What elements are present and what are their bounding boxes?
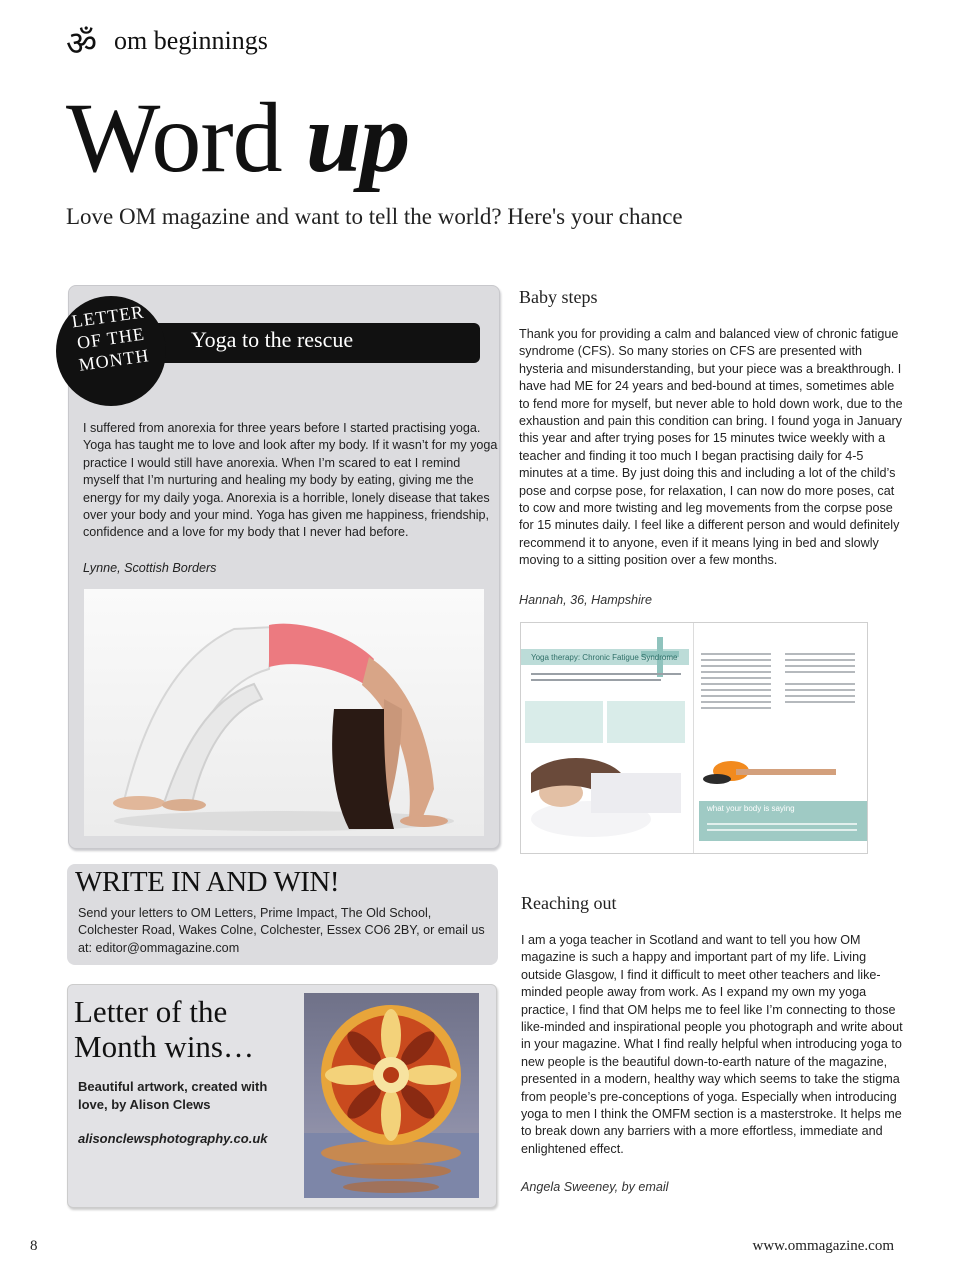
baby-steps-body: Thank you for providing a calm and balanced view of chronic fatigue syndrome (CFS). So many stories on CFS are presented with hysteria and misunderstanding, but your piece was a breakthrough. I have had ME for 24 years and bed-bound at times, sometimes able to fend more for myself, but never able to hold down work, due to the exhaustion and pain this condition can bring. I found yoga in January this year and after trying poses for 15 minutes twice weekly with a teacher and finding it too much I began practising daily for 4-5 minutes at a time. By just doing this and including a lot of the child’s pose and corpse pose, for relaxation, I can now do more poses, cat to cow and more twisting and leg movements from the corpse pose for 15 minutes daily. I feel like a different person and would definitely recommend it to anyone, even if it means lying in bed and slowly moving to a sitting position over a few months. <box>519 327 903 568</box>
prize-description: Beautiful artwork, created with love, by Alison Clews <box>78 1079 268 1112</box>
headline-word: Word <box>66 82 306 193</box>
reaching-out-body: I am a yoga teacher in Scotland and want to tell you how OM magazine is such a happy and important part of my life. Living outside Glasgow, I find it difficult to meet other teachers and like-minded people away from work. As I expand my own my yoga practice, I find that OM helps me to feel like I’m connecting to those like-minded and inspirational people you photograph and write about in your magazine. What I find really helpful when introducing yoga to new people is the beautiful down-to-earth nature of the magazine, presented in a modern, healthy way which seems to take the stigma from people’s pre-conceptions of yoga. Especially when introducing yoga to men I think the OMFM section is a masterstroke. It helps me to break down any barriers with a more effortless, immediate and enlightened effect. <box>521 933 903 1156</box>
write-in-title: WRITE IN AND WIN! <box>75 866 339 898</box>
letter-signature: Lynne, Scottish Borders <box>83 561 217 575</box>
prize-url: alisonclewsphotography.co.uk <box>78 1131 268 1146</box>
standfirst: Love OM magazine and want to tell the world? Here's your chance <box>66 204 683 229</box>
headline-italic-word: up <box>305 82 410 193</box>
mandala-artwork <box>304 993 479 1198</box>
footer-url: www.ommagazine.com <box>752 1238 894 1254</box>
letter-body: I suffered from anorexia for three years before I started practising yoga. Yoga has taught me to love and look after my body. If it wasn’t for my yoga practice I would still have anorexia. When I’m scared to eat I remind myself that I’m nurturing and healing my body by eating, giving me the energy for my daily yoga. Anorexia is a horrible, lonely disease that takes over your body and your mind. Yoga has given me happiness, friendship, confidence and a love for my body that I never had before. <box>83 421 498 540</box>
backbend-photo <box>84 589 484 836</box>
om-logo-icon: ॐ <box>66 24 98 64</box>
prize-title: Letter of the Month wins… <box>74 994 254 1064</box>
write-in-body: Send your letters to OM Letters, Prime Impact, The Old School, Colchester Road, Wakes Colne, Colchester, Essex CO6 2BY, or email us at: editor@ommagazine.com <box>78 906 485 955</box>
reaching-out-heading: Reaching out <box>521 893 617 913</box>
spread-title: Yoga therapy: Chronic Fatigue Syndrome <box>531 653 678 662</box>
magazine-spread-thumbnail <box>520 622 868 854</box>
baby-steps-heading: Baby steps <box>519 287 598 307</box>
backbend-illustration <box>84 589 484 836</box>
baby-steps-signature: Hannah, 36, Hampshire <box>519 593 653 607</box>
letter-title: Yoga to the rescue <box>191 327 354 352</box>
section-label: om beginnings <box>114 26 268 55</box>
reaching-out-signature: Angela Sweeney, by email <box>521 1180 669 1194</box>
spread-caption: what your body is saying <box>707 804 795 813</box>
page-number: 8 <box>30 1238 38 1254</box>
letter-of-month-badge-text: LETTER OF THE MONTH <box>70 301 151 375</box>
page-headline <box>66 78 409 198</box>
mandala-illustration <box>304 993 479 1198</box>
